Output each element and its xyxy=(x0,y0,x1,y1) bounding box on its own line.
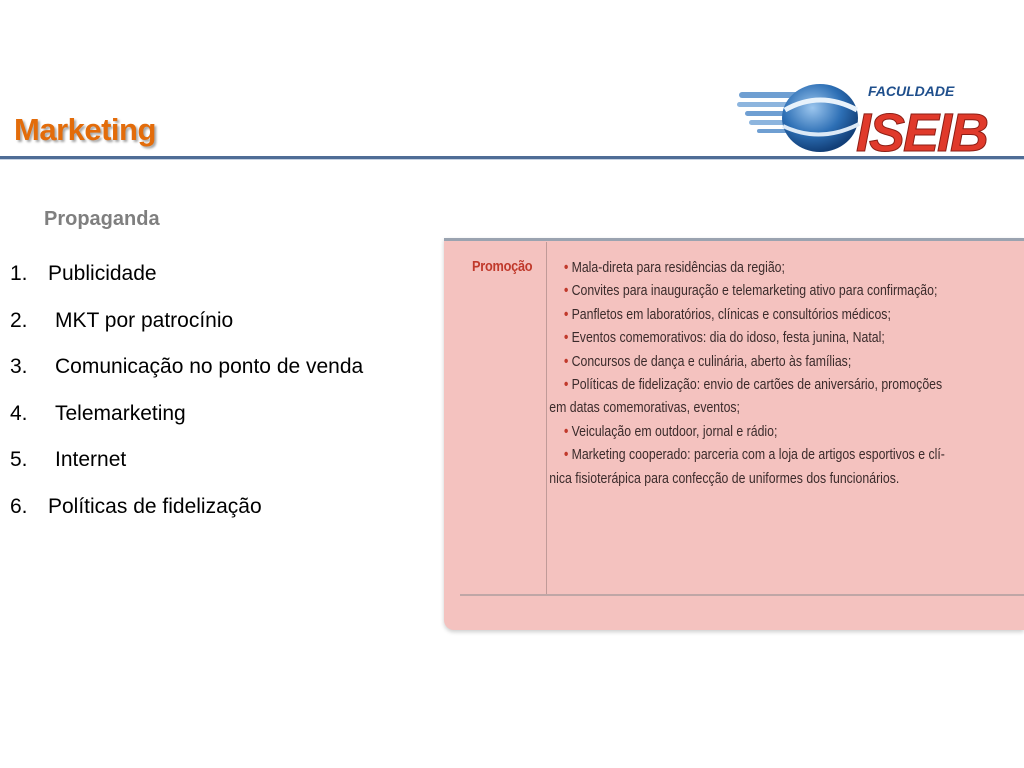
header-rule-shadow xyxy=(0,159,1024,160)
list-label: Telemarketing xyxy=(55,401,186,425)
list-label: Internet xyxy=(55,448,127,471)
bullet-icon: • xyxy=(564,259,569,276)
promo-bottom-border xyxy=(460,594,1024,596)
promo-item xyxy=(564,279,958,302)
bullet-icon: • xyxy=(564,446,569,464)
list-label: MKT por patrocínio xyxy=(55,308,234,332)
promo-item-text: Concursos de dança e culinária, aberto às famílias; xyxy=(571,352,852,370)
propaganda-list xyxy=(10,261,363,540)
promo-label: Promoção xyxy=(472,258,533,275)
promo-item-text: Veiculação em outdoor, jornal e rádio; xyxy=(571,422,778,440)
promo-item xyxy=(564,303,958,326)
list-item xyxy=(10,354,363,401)
promo-item-text: Marketing cooperado: parceria com a loja de artigos esportivos e clí- xyxy=(571,446,945,464)
list-label: Publicidade xyxy=(48,262,157,285)
iseib-logo xyxy=(735,80,1024,156)
list-number: 6. xyxy=(10,494,28,518)
list-label: Políticas de fidelização xyxy=(48,494,262,518)
list-number: 3. xyxy=(10,355,28,378)
promo-item-text: Mala-direta para residências da região; xyxy=(571,259,785,276)
promo-column-divider xyxy=(546,242,547,594)
bullet-icon: • xyxy=(564,305,569,323)
list-number: 1. xyxy=(10,262,28,285)
bullet-icon: • xyxy=(564,376,569,394)
promo-table xyxy=(444,238,1024,630)
promo-item xyxy=(564,326,958,349)
list-item xyxy=(10,401,363,448)
promo-item xyxy=(564,350,958,373)
list-item xyxy=(10,261,363,308)
list-number: 2. xyxy=(10,308,28,332)
list-item xyxy=(10,308,363,355)
section-subtitle: Propaganda xyxy=(44,208,160,230)
list-item xyxy=(10,447,363,494)
promo-item-text: Convites para inauguração e telemarketing ativo para confirmação; xyxy=(571,282,938,300)
promo-item-continuation: nica fisioterápica para confecção de uniformes dos funcionários. xyxy=(549,469,900,487)
slide-title: Marketing xyxy=(14,112,156,147)
bullet-icon: • xyxy=(564,329,569,347)
promo-item-text: Panfletos em laboratórios, clínicas e consultórios médicos; xyxy=(571,305,891,323)
bullet-icon: • xyxy=(564,422,569,440)
bullet-icon: • xyxy=(564,352,569,370)
list-item xyxy=(10,494,363,541)
logo-main-text: ISEIB xyxy=(856,103,988,156)
promo-item-continuation: em datas comemorativas, eventos; xyxy=(549,399,740,417)
promo-item xyxy=(564,443,958,466)
promo-item xyxy=(564,420,958,443)
list-label: Comunicação no ponto de venda xyxy=(55,355,364,378)
promo-top-border xyxy=(444,238,1024,241)
logo-top-text: FACULDADE xyxy=(868,83,955,99)
list-number: 5. xyxy=(10,448,28,471)
promo-item-text: Eventos comemorativos: dia do idoso, festa junina, Natal; xyxy=(571,329,885,347)
bullet-icon: • xyxy=(564,282,569,300)
promo-item xyxy=(564,373,958,396)
promo-item xyxy=(564,256,958,279)
promo-item-text: Políticas de fidelização: envio de cartões de aniversário, promoções xyxy=(571,376,943,394)
list-number: 4. xyxy=(10,401,28,425)
promo-items xyxy=(549,256,958,490)
